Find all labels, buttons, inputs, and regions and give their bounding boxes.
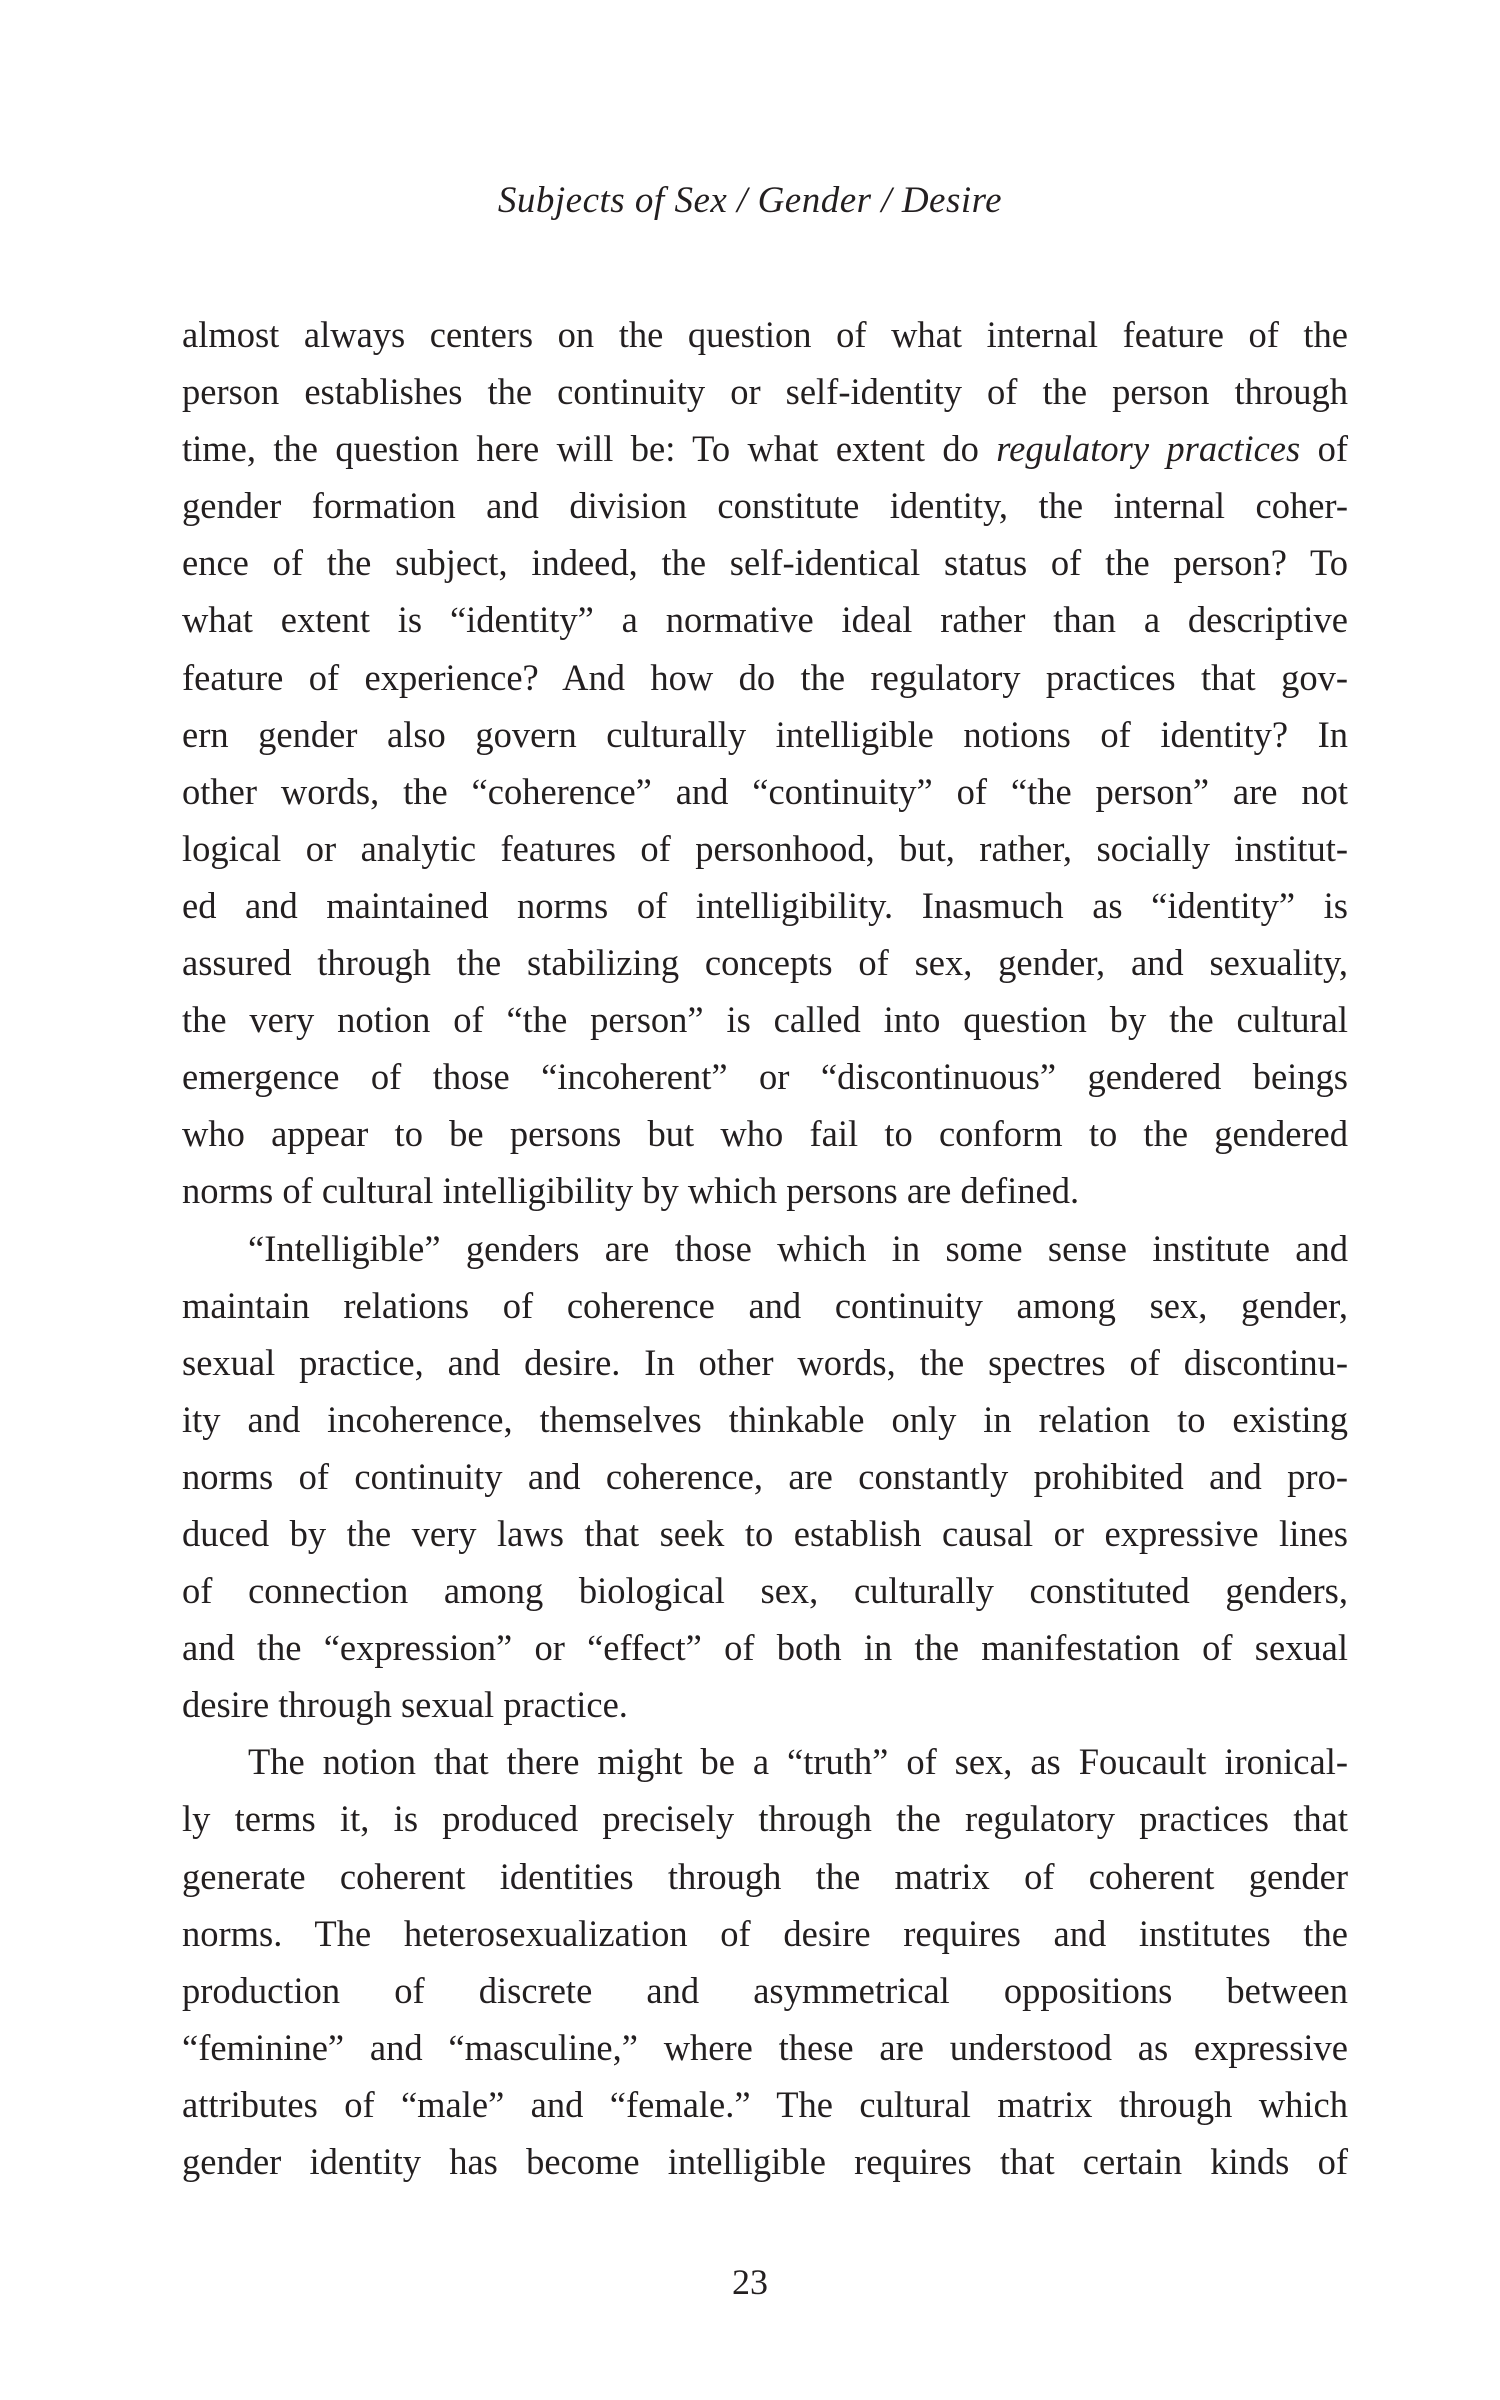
text-line: “feminine” and “masculine,” where these are understood as expressive xyxy=(182,2026,1348,2068)
text-line: duced by the very laws that seek to establish causal or expressive lines xyxy=(182,1512,1348,1554)
paragraph xyxy=(182,306,1348,1220)
text-line: feature of experience? And how do the regulatory practices that gov- xyxy=(182,656,1348,698)
text-line: norms of continuity and coherence, are constantly prohibited and pro- xyxy=(182,1455,1348,1497)
text-line: ly terms it, is produced precisely through the regulatory practices that xyxy=(182,1798,1348,1840)
body-text xyxy=(182,306,1348,2190)
text-line: of connection among biological sex, culturally constituted genders, xyxy=(182,1570,1348,1612)
text-line: maintain relations of coherence and continuity among sex, gender, xyxy=(182,1284,1348,1326)
text-line: ed and maintained norms of intelligibility. Inasmuch as “identity” is xyxy=(182,884,1348,926)
text-line: what extent is “identity” a normative ideal rather than a descriptive xyxy=(182,599,1348,641)
text-line: The notion that there might be a “truth” of sex, as Foucault ironical- xyxy=(248,1741,1348,1783)
text-line: attributes of “male” and “female.” The cultural matrix through which xyxy=(182,2083,1348,2125)
text-line: gender identity has become intelligible requires that certain kinds of xyxy=(182,2141,1348,2182)
text-line: person establishes the continuity or self-identity of the person through xyxy=(182,371,1348,413)
text-line: norms of cultural intelligibility by which persons are defined. xyxy=(182,1170,1080,1212)
text-line: emergence of those “incoherent” or “discontinuous” gendered beings xyxy=(182,1056,1348,1098)
text-line xyxy=(182,420,1348,477)
text-line: and the “expression” or “effect” of both in the manifestation of sexual xyxy=(182,1627,1348,1669)
text-line: ence of the subject, indeed, the self-identical status of the person? To xyxy=(182,542,1348,584)
text-line: ern gender also govern culturally intelligible notions of identity? In xyxy=(182,713,1348,755)
paragraph xyxy=(182,1220,1348,1734)
page-number: 23 xyxy=(732,2262,768,2302)
text-line: “Intelligible” genders are those which in some sense institute and xyxy=(248,1227,1348,1269)
paragraph xyxy=(182,1733,1348,2190)
text-line: gender formation and division constitute identity, the internal coher- xyxy=(182,485,1348,527)
text-line: almost always centers on the question of what internal feature of the xyxy=(182,314,1348,355)
text-line: production of discrete and asymmetrical oppositions between xyxy=(182,1969,1348,2011)
text-line: sexual practice, and desire. In other words, the spectres of discontinu- xyxy=(182,1341,1348,1383)
text-line: logical or analytic features of personhood, but, rather, socially institut- xyxy=(182,827,1348,869)
text-line: assured through the stabilizing concepts of sex, gender, and sexuality, xyxy=(182,942,1348,984)
text-line: who appear to be persons but who fail to conform to the gendered xyxy=(182,1113,1348,1155)
text-line: norms. The heterosexualization of desire requires and institutes the xyxy=(182,1912,1348,1954)
text-segment: of xyxy=(1300,428,1348,470)
italic-emphasis: regulatory practices xyxy=(996,428,1301,470)
running-head: Subjects of Sex / Gender / Desire xyxy=(497,180,1003,221)
text-segment: time, the question here will be: To what extent do xyxy=(182,428,997,470)
text-line: other words, the “coherence” and “continuity” of “the person” are not xyxy=(182,770,1348,812)
text-line: ity and incoherence, themselves thinkable only in relation to existing xyxy=(182,1398,1348,1440)
text-line: the very notion of “the person” is called into question by the cultural xyxy=(182,999,1348,1041)
text-line: generate coherent identities through the matrix of coherent gender xyxy=(182,1855,1348,1897)
text-line: desire through sexual practice. xyxy=(182,1684,628,1726)
